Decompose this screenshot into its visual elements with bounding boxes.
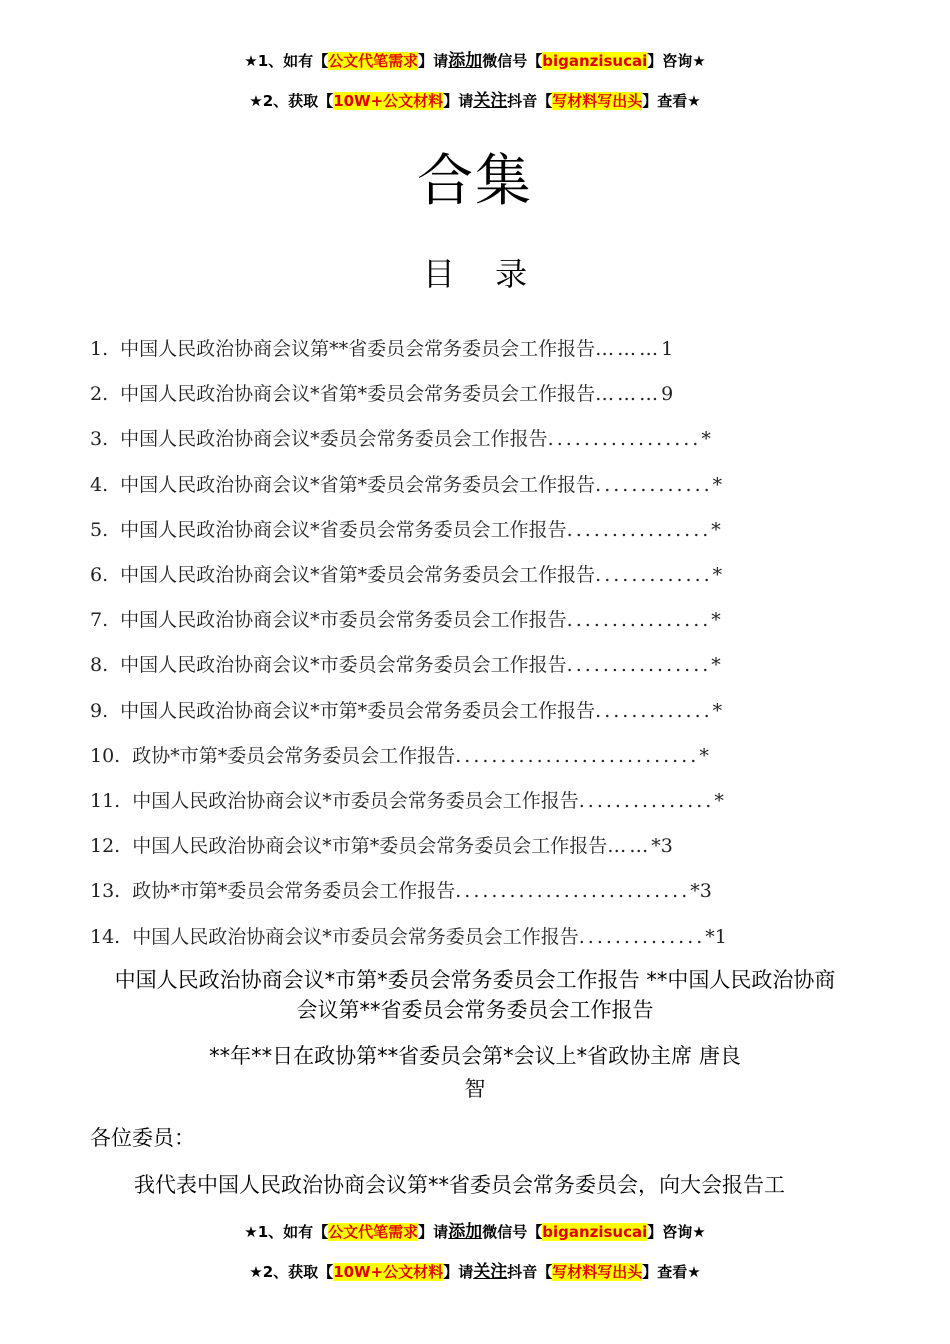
promo-text: ★2、获取【 — [249, 92, 334, 110]
toc-entry — [90, 698, 722, 724]
promo-text: ★2、获取【 — [249, 1263, 334, 1281]
promo-underline: 关注 — [473, 91, 508, 111]
toc-entry — [90, 517, 721, 543]
toc-entry-title: 中国人民政治协商会议*市第*委员会常务委员会工作报告 — [132, 835, 608, 858]
toc-entry-number: 4. — [90, 473, 109, 496]
toc-entry-title: 中国人民政治协商会议第**省委员会常务委员会工作报告 — [120, 338, 596, 360]
promo-douyin-id: 写材料写出头 — [552, 1263, 643, 1281]
toc-entry-number: 8. — [90, 654, 109, 677]
toc-entry — [90, 381, 673, 407]
salutation: 各位委员： — [90, 1126, 195, 1150]
promo-line-1-bottom — [0, 1221, 950, 1243]
promo-highlight: 10W+公文材料 — [333, 1263, 444, 1281]
toc-entry-leader: ........................... — [455, 744, 700, 767]
toc-entry-leader: ............. — [595, 699, 713, 722]
toc-entry-leader: ……… — [595, 383, 662, 406]
promo-text: 】请 — [443, 1263, 474, 1281]
toc-entry-title: 中国人民政治协商会议*市第*委员会常务委员会工作报告 — [120, 699, 596, 722]
byline-line-1: **年**日在政协第**省委员会第*会议上*省政协主席 唐良 — [209, 1044, 741, 1068]
promo-highlight: 公文代笔需求 — [328, 1223, 419, 1241]
toc-entry — [90, 833, 673, 859]
toc-entry-page: * — [711, 518, 721, 541]
toc-entry — [90, 743, 709, 769]
toc-entry-number: 1. — [90, 338, 109, 360]
promo-text: 】请 — [443, 92, 474, 110]
toc-entry — [90, 426, 711, 452]
toc-entry-leader: ……… — [595, 338, 662, 360]
toc-entry-leader: ................ — [566, 654, 712, 677]
toc-entry-page: * — [712, 473, 723, 496]
toc-entry-leader: …… — [607, 835, 652, 858]
promo-highlight: 公文代笔需求 — [328, 52, 419, 70]
toc-entry — [90, 924, 727, 950]
toc-entry-title: 中国人民政治协商会议*省第*委员会常务委员会工作报告 — [120, 383, 596, 406]
toc-entry-page: * — [714, 790, 724, 812]
toc-entry — [90, 652, 721, 678]
promo-text: ★1、如有【 — [244, 52, 329, 70]
toc-entry-number: 9. — [90, 699, 109, 722]
toc-entry-page: * — [712, 564, 723, 586]
toc-entry-number: 3. — [90, 428, 109, 451]
toc-entry — [90, 607, 721, 633]
toc-entry-title: 中国人民政治协商会议*市委员会常务委员会工作报告 — [120, 654, 567, 677]
body-paragraph: 我代表中国人民政治协商会议第**省委员会常务委员会，向大会报告工 — [134, 1173, 785, 1197]
promo-highlight: 10W+公文材料 — [333, 92, 444, 110]
toc-entry-page: * — [699, 744, 709, 767]
promo-wechat-id: biganzisucai — [542, 52, 648, 70]
promo-text: 】查看★ — [642, 92, 701, 110]
toc-entry-leader: ............... — [578, 790, 715, 812]
document-title: 合集 — [417, 149, 533, 214]
toc-entry-page: *1 — [705, 925, 727, 948]
toc-entry-title: 中国人民政治协商会议*市委员会常务委员会工作报告 — [132, 925, 579, 948]
promo-text: 微信号【 — [482, 52, 543, 70]
toc-entry — [90, 562, 722, 588]
toc-entry-leader: .......................... — [455, 880, 691, 903]
toc-entry-title: 中国人民政治协商会议*委员会常务委员会工作报告 — [120, 428, 548, 451]
toc-entry-number: 6. — [90, 564, 109, 586]
toc-entry-leader: ................ — [566, 609, 712, 632]
promo-underline: 关注 — [473, 1262, 508, 1282]
toc-entry — [90, 878, 712, 904]
toc-entry-title: 政协*市第*委员会常务委员会工作报告 — [132, 744, 456, 767]
promo-wechat-id: biganzisucai — [542, 1223, 648, 1241]
promo-line-2-top — [0, 90, 950, 112]
toc-entry — [90, 472, 722, 498]
byline-line-2: 智 — [464, 1077, 486, 1101]
promo-line-1-top — [0, 50, 950, 72]
toc-entry-leader: ................. — [547, 428, 702, 451]
toc-entry-number: 7. — [90, 609, 109, 632]
toc-entry-title: 中国人民政治协商会议*市委员会常务委员会工作报告 — [120, 609, 567, 632]
promo-text: 】请 — [418, 52, 449, 70]
toc-entry-leader: ................ — [566, 518, 712, 541]
promo-underline: 添加 — [448, 51, 483, 71]
toc-entry-number: 13. — [90, 880, 121, 903]
toc-entry-title: 中国人民政治协商会议*省第*委员会常务委员会工作报告 — [120, 473, 596, 496]
promo-douyin-id: 写材料写出头 — [552, 92, 643, 110]
toc-entry-page: * — [711, 609, 721, 632]
promo-text: 抖音【 — [507, 92, 553, 110]
toc-entry-number: 5. — [90, 518, 109, 541]
toc-entry-page: 9 — [661, 383, 674, 406]
promo-underline: 添加 — [448, 1222, 483, 1242]
toc-entry-title: 中国人民政治协商会议*省委员会常务委员会工作报告 — [120, 518, 567, 541]
toc-entry — [90, 336, 673, 362]
toc-entry-page: * — [711, 654, 721, 677]
toc-entry-leader: .............. — [578, 925, 706, 948]
promo-text: 】查看★ — [642, 1263, 701, 1281]
toc-entry-page: *3 — [690, 880, 712, 903]
toc-entry-number: 2. — [90, 383, 109, 406]
report-heading-line-2: 会议第**省委员会常务委员会工作报告 — [296, 998, 654, 1022]
toc-entry-page: * — [712, 699, 723, 722]
toc-entry-page: * — [701, 428, 711, 451]
promo-line-2-bottom — [0, 1261, 950, 1283]
promo-text: 】请 — [418, 1223, 449, 1241]
toc-entry-number: 14. — [90, 925, 121, 948]
promo-text: 】咨询★ — [647, 1223, 706, 1241]
report-heading-line-1: 中国人民政治协商会议*市第*委员会常务委员会工作报告 **中国人民政治协商 — [114, 968, 836, 992]
promo-text: 微信号【 — [482, 1223, 543, 1241]
toc-entry — [90, 788, 724, 814]
toc-entry-leader: ............. — [595, 473, 713, 496]
promo-text: 】咨询★ — [647, 52, 706, 70]
toc-entry-page: 1 — [661, 338, 674, 360]
toc-entry-page: *3 — [651, 835, 673, 858]
promo-text: 抖音【 — [507, 1263, 553, 1281]
toc-heading: 目 录 — [422, 255, 528, 293]
toc-entry-number: 11. — [90, 790, 121, 812]
toc-entry-title: 中国人民政治协商会议*市委员会常务委员会工作报告 — [132, 790, 579, 812]
toc-entry-title: 政协*市第*委员会常务委员会工作报告 — [132, 880, 456, 903]
toc-entry-title: 中国人民政治协商会议*省第*委员会常务委员会工作报告 — [120, 564, 596, 586]
toc-entry-leader: ............. — [595, 564, 713, 586]
toc-entry-number: 12. — [90, 835, 121, 858]
toc-entry-number: 10. — [90, 744, 121, 767]
promo-text: ★1、如有【 — [244, 1223, 329, 1241]
